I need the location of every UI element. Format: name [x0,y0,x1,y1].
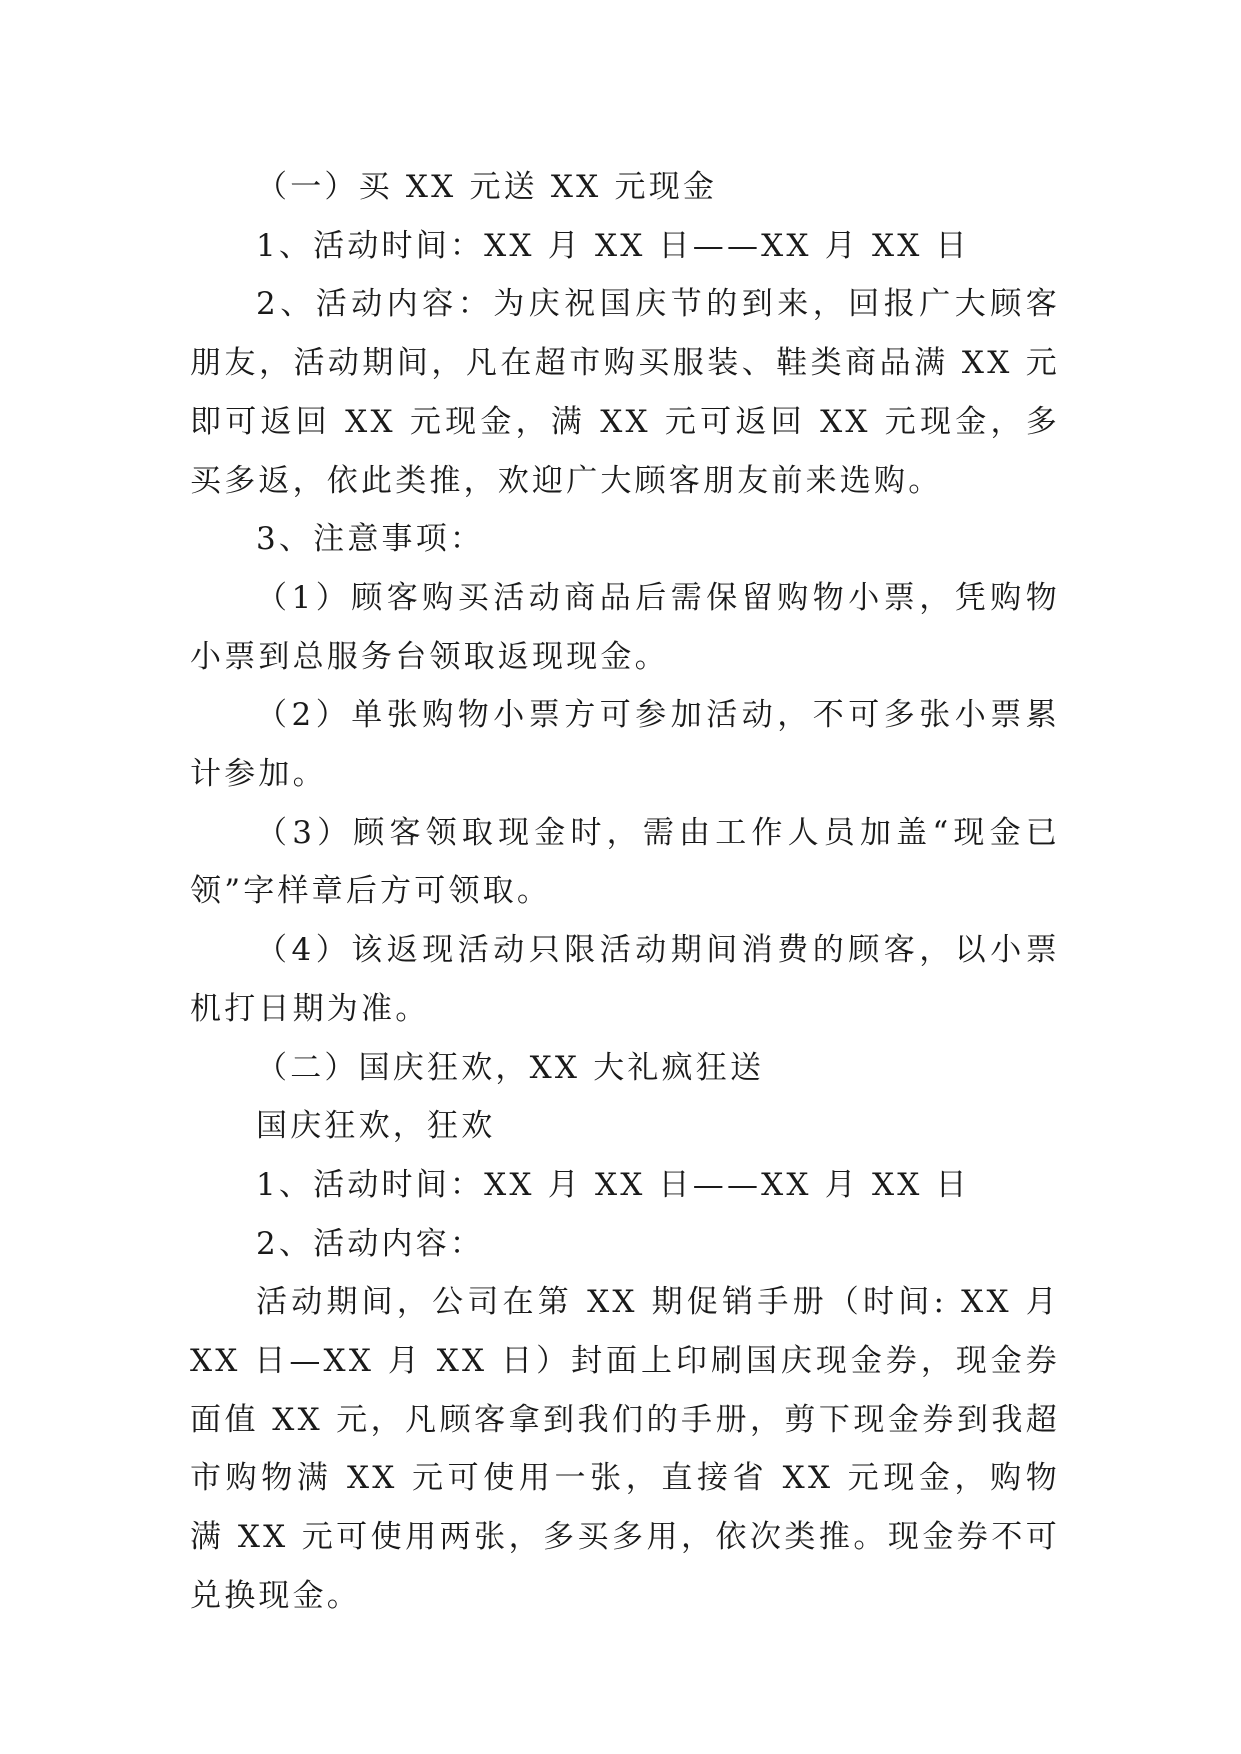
note-item-4: （4）该返现活动只限活动期间消费的顾客，以小票机打日期为准。 [190,932,1060,1027]
activity-content-2: 活动期间，公司在第 XX 期促销手册（时间: XX 月 XX 日—XX 月 XX 日）封面上印刷国庆现金券，现金券面值 XX 元，凡顾客拿到我们的手册，剪下现金券到我超市购物满 XX 元可使用一张，直接省 XX 元现金，购物满 XX 元可使用两张，多买多用，依次类推。现金券不可兑换现金。 [190,1284,1060,1614]
activity-content-1: 2、活动内容：为庆祝国庆节的到来，回报广大顾客朋友，活动期间，凡在超市购买服装、鞋类商品满 XX 元即可返回 XX 元现金，满 XX 元可返回 XX 元现金，多买多返，依此类推，欢迎广大顾客朋友前来选购。 [190,286,1060,499]
section-subtitle-2: 国庆狂欢，狂欢 [256,1108,496,1145]
section-heading-2: （二）国庆狂欢，XX 大礼疯狂送 [256,1049,765,1086]
section-heading-1: （一）买 XX 元送 XX 元现金 [256,169,718,205]
document-body [190,158,1060,1626]
activity-time-1: 1、活动时间：XX 月 XX 日——XX 月 XX 日 [256,227,970,264]
activity-time-2: 1、活动时间：XX 月 XX 日——XX 月 XX 日 [256,1166,970,1203]
note-item-2: （2）单张购物小票方可参加活动，不可多张小票累计参加。 [190,697,1060,793]
notes-heading: 3、注意事项： [256,521,485,558]
activity-content-heading-2: 2、活动内容： [256,1225,485,1262]
note-item-3: （3）顾客领取现金时，需由工作人员加盖“现金已领”字样章后方可领取。 [190,814,1060,910]
note-item-1: （1）顾客购买活动商品后需保留购物小票，凭购物小票到总服务台领取返现现金。 [190,579,1060,675]
